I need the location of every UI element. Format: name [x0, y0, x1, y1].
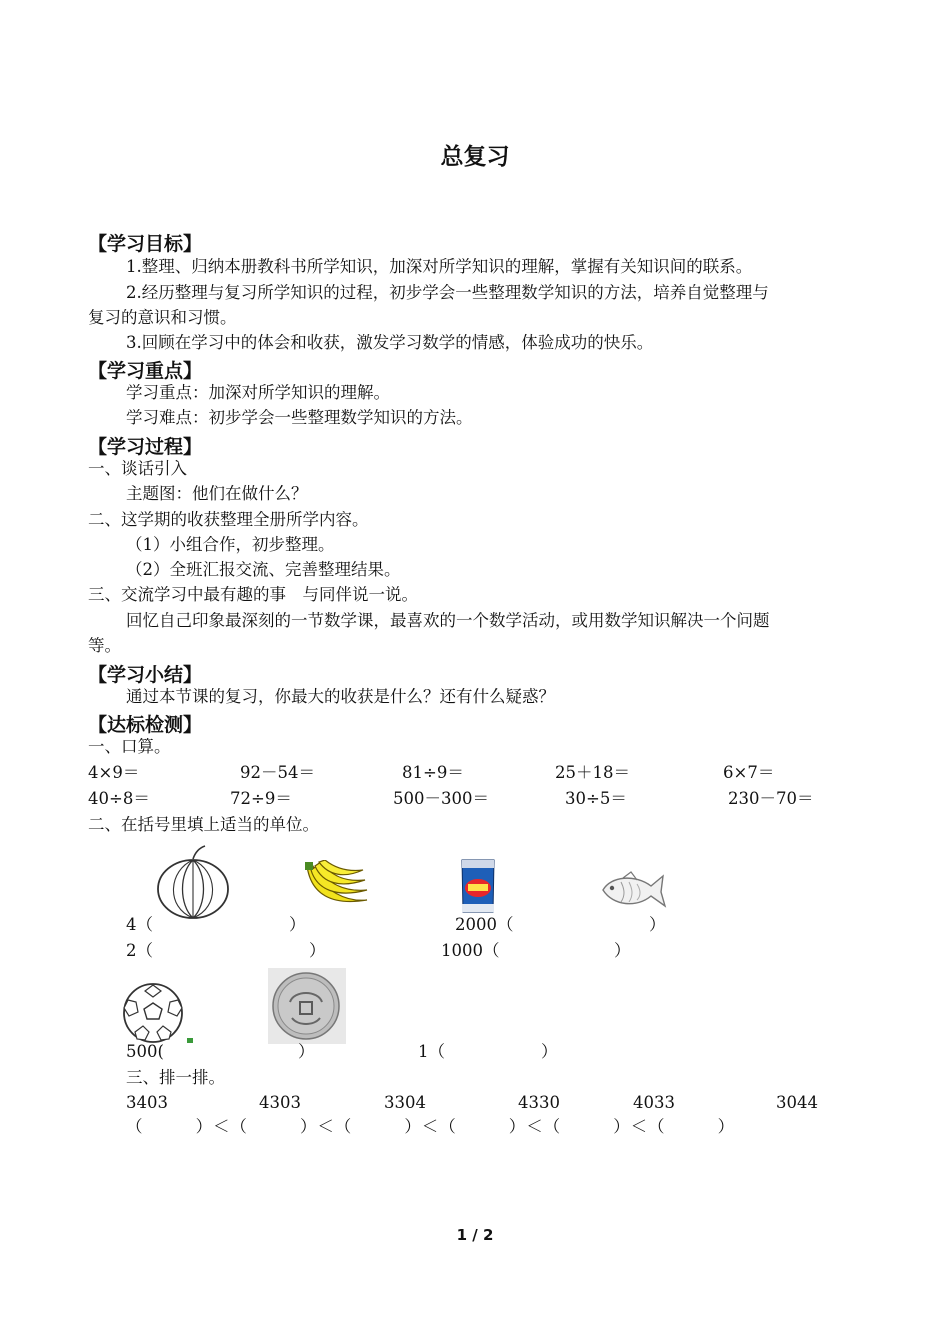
unit-blank-open: 1（ [418, 1042, 445, 1061]
calc-item: 72÷9＝ [230, 789, 292, 808]
key-point-difficulty: 学习难点：初步学会一些整理数学知识的方法。 [126, 408, 473, 427]
calc-item: 92－54＝ [240, 763, 315, 782]
calc-item: 230－70＝ [728, 789, 814, 808]
key-points-heading: 【学习重点】 [88, 360, 203, 382]
calc-item: 4×9＝ [88, 763, 140, 782]
calc-item: 40÷8＝ [88, 789, 150, 808]
sort-number: 4330 [518, 1093, 560, 1112]
process-step-3: 三、交流学习中最有趣的事 与同伴说一说。 [88, 585, 418, 604]
watermelon-icon [155, 845, 231, 920]
page-number: 1 / 2 [456, 1226, 494, 1244]
process-step-1-sub: 主题图：他们在做什么？ [126, 484, 308, 503]
summary-heading: 【学习小结】 [88, 664, 203, 686]
sort-number: 3403 [126, 1093, 168, 1112]
sort-number: 4033 [633, 1093, 675, 1112]
sort-number: 3044 [776, 1093, 818, 1112]
process-step-2: 二、这学期的收获整理全册所学内容。 [88, 510, 369, 529]
objective-1: 1.整理、归纳本册教科书所学知识，加深对所学知识的理解，掌握有关知识间的联系。 [126, 257, 753, 276]
process-step-2a: （1）小组合作，初步整理。 [126, 535, 335, 554]
unit-blank-open: 1000（ [441, 941, 500, 960]
calc-item: 25＋18＝ [555, 763, 630, 782]
question-1-label: 一、口算。 [88, 737, 171, 756]
unit-blank-open: 500( [126, 1042, 164, 1061]
objective-2-line2: 复习的意识和习惯。 [88, 308, 237, 327]
football-icon [115, 982, 195, 1044]
objectives-heading: 【学习目标】 [88, 233, 203, 255]
unit-blank-close: ） [541, 1042, 558, 1061]
unit-blank-open: 2000（ [455, 915, 514, 934]
process-step-1: 一、谈话引入 [88, 459, 187, 478]
unit-blank-close: ） [298, 1042, 315, 1061]
objective-3: 3.回顾在学习中的体会和收获，激发学习数学的情感，体验成功的快乐。 [126, 333, 654, 352]
fish-icon [597, 870, 667, 912]
calc-item: 6×7＝ [723, 763, 775, 782]
unit-blank-open: 2（ [126, 941, 153, 960]
calc-item: 30÷5＝ [565, 789, 627, 808]
calc-item: 81÷9＝ [402, 763, 464, 782]
snack-bag-icon [458, 858, 498, 914]
process-step-3-line2: 等。 [88, 636, 121, 655]
order-blanks-row: （ ）＜（ ）＜（ ）＜（ ）＜（ ）＜（ ） [126, 1117, 735, 1136]
unit-blank-open: 4（ [126, 915, 153, 934]
coin-icon [268, 968, 346, 1044]
question-2-label: 二、在括号里填上适当的单位。 [88, 815, 319, 834]
unit-blank-close: ） [309, 941, 326, 960]
objective-2-line1: 2.经历整理与复习所学知识的过程，初步学会一些整理数学知识的方法，培养自觉整理与 [126, 283, 769, 302]
banana-icon [303, 860, 371, 920]
process-step-3-line1: 回忆自己印象最深刻的一节数学课，最喜欢的一个数学活动，或用数学知识解决一个问题 [126, 611, 770, 630]
sort-number: 4303 [259, 1093, 301, 1112]
unit-blank-close: ） [614, 941, 631, 960]
unit-blank-close: ） [649, 915, 666, 934]
sort-number: 3304 [384, 1093, 426, 1112]
page-title: 总复习 [440, 144, 510, 170]
process-heading: 【学习过程】 [88, 436, 203, 458]
summary-text: 通过本节课的复习，你最大的收获是什么？还有什么疑惑？ [126, 687, 555, 706]
calc-item: 500－300＝ [393, 789, 489, 808]
unit-blank-close: ） [289, 915, 306, 934]
question-3-label: 三、排一排。 [126, 1068, 225, 1087]
key-point-focus: 学习重点：加深对所学知识的理解。 [126, 383, 390, 402]
check-heading: 【达标检测】 [88, 714, 203, 736]
process-step-2b: （2）全班汇报交流、完善整理结果。 [126, 560, 401, 579]
